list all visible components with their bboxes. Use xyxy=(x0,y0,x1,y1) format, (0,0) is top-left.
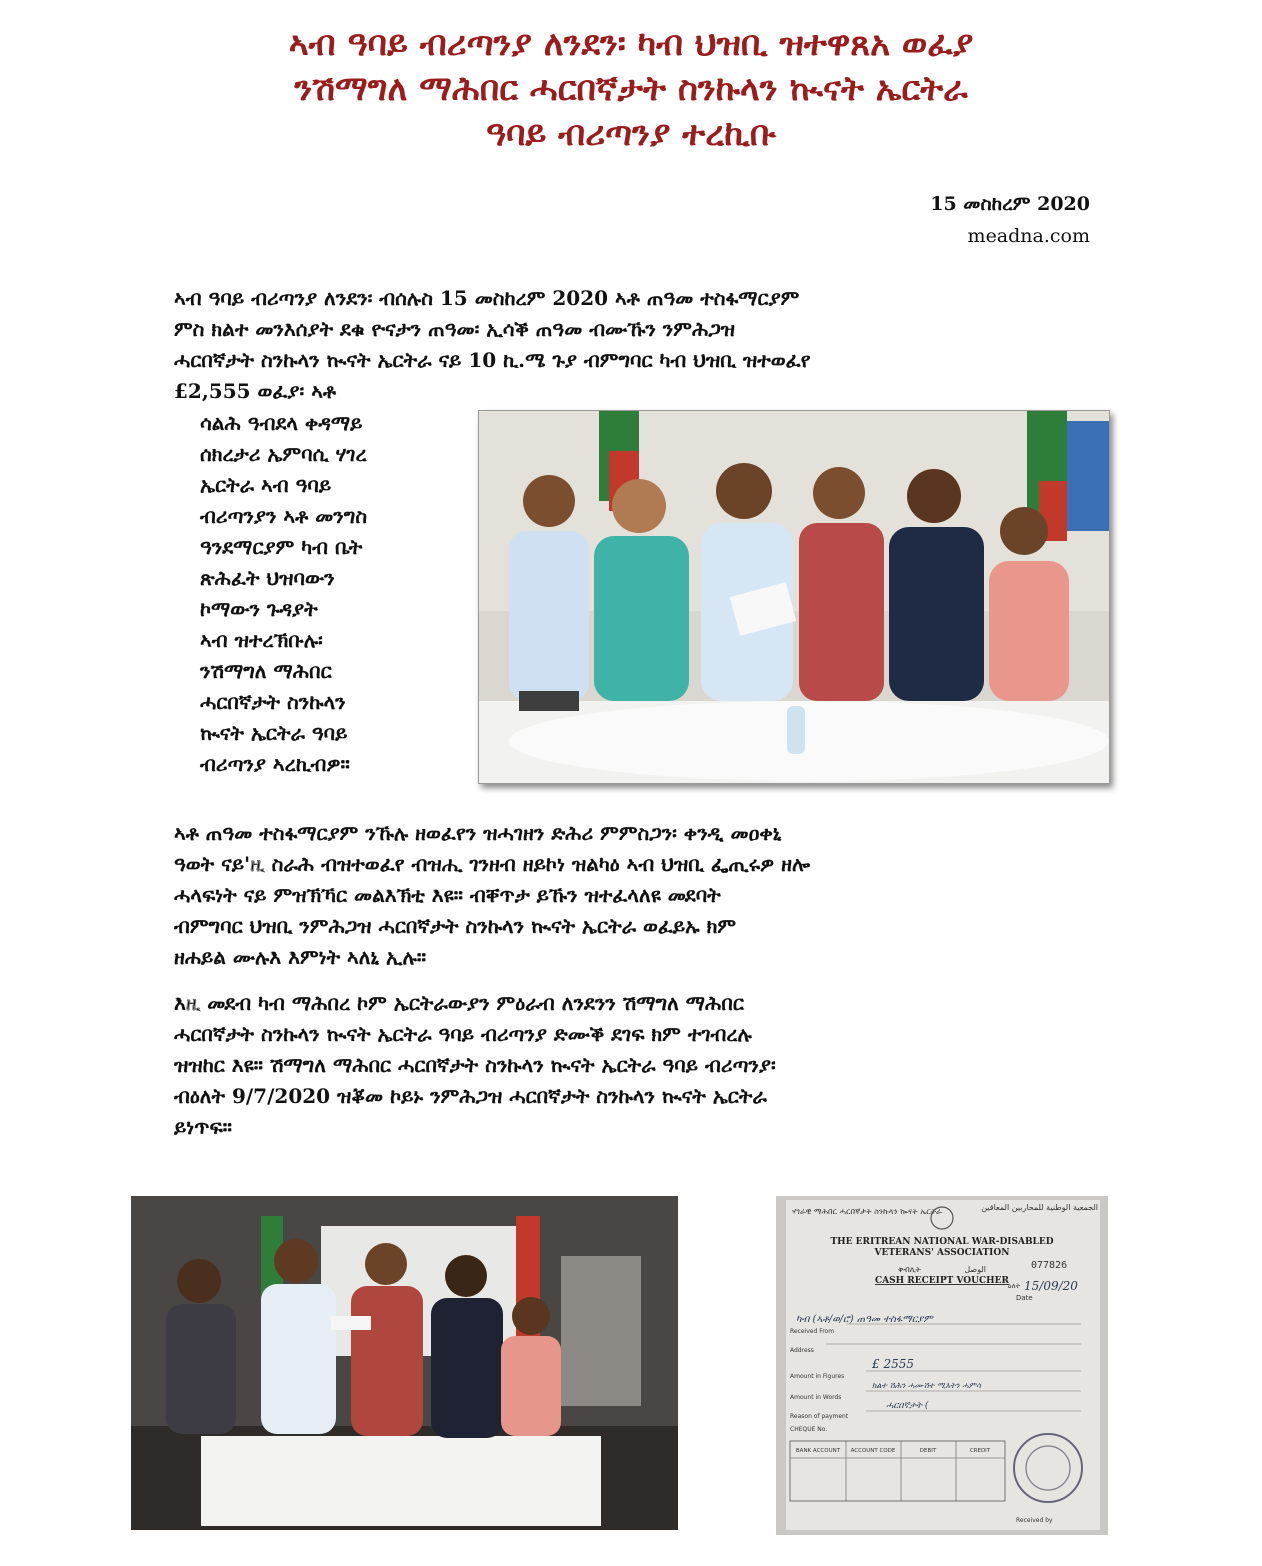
paragraph-line: ሓላፍነት ናይ ምዝኽኻር መልእኽቲ እዩ። ብቐጥታ ይኹን ዝተፈላለዩ መደባት xyxy=(174,883,721,907)
article-source: meadna.com xyxy=(967,225,1090,247)
receipt-amount-words-value: ክልተ ሽሕን ሓሙሽተ ሚእትን ሓምሳ xyxy=(872,1381,981,1390)
paragraph-line: ኣቶ ጠዓመ ተስፋማርያም ንኹሉ ዘወፈየን ዝሓገዘን ድሕሪ ምምስጋን፡ ቀንዲ መዐቀኒ xyxy=(174,821,782,845)
receipt-amount-figures-value: £ 2555 xyxy=(872,1357,914,1371)
paragraph-line: ብሪጣንያ ኣረኪብዎ። xyxy=(200,752,350,776)
dateline xyxy=(930,188,1090,252)
paragraph-line: ብዕለት 9/7/2020 ዝቖመ ኮይኑ ንምሕጋዝ ሓርበኛታት ስንኩላን ኲናት ኤርትራ xyxy=(174,1084,767,1108)
paragraph-line: ኤርትራ ኣብ ዓባይ xyxy=(200,473,332,497)
paragraph-line: ሰክረታሪ ኤምባሲ ሃገረ xyxy=(200,442,367,466)
receipt-reason-label: Reason of payment xyxy=(790,1413,849,1420)
paragraph-1 xyxy=(174,283,1094,407)
title-line-3: ዓባይ ብሪጣንያ ተረኪቡ xyxy=(486,114,776,154)
paragraph-line: ዘሐይል ሙሉእ እምነት ኣለኒ ኢሉ። xyxy=(174,945,427,969)
paragraph-line: ብሪጣንያን ኣቶ መንግስ xyxy=(200,504,368,528)
receipt-reason-value: ሓርበኛታት ( xyxy=(886,1401,929,1411)
receipt-date-label: ዕለት xyxy=(1008,1282,1021,1290)
receipt-received-from-label: Received From xyxy=(790,1328,835,1335)
paragraph-line: ኣብ ዓባይ ብሪጣንያ ለንደን፡ ብሰሉስ 15 መስከረም 2020 ኣቶ ጠዓመ ተስፋማርያም xyxy=(174,286,800,310)
receipt-table-header: BANK ACCOUNT xyxy=(795,1448,841,1454)
receipt-date-value: 15/09/20 xyxy=(1024,1279,1078,1293)
receipt-address-label: Address xyxy=(790,1347,814,1354)
group-photo-second xyxy=(131,1196,678,1530)
title-line-2: ንሽማግለ ማሕበር ሓርበኛታት ስንኩላን ኲናት ኤርትራ xyxy=(294,69,968,109)
paragraph-line: ብምግባር ህዝቢ ንምሕጋዝ ሓርበኛታት ስንኩላን ኲናት ኤርትራ ወፈይኡ ክም xyxy=(174,914,737,938)
receipt-cheque-label: CHEQUE No. xyxy=(790,1426,828,1433)
paragraph-line: ምስ ክልተ መንእሰያት ደቁ ዮናታን ጠዓመ፡ ኢሳቕ ጠዓመ ብሙኹን ንምሕጋዝ xyxy=(174,317,736,341)
receipt-org-english-1: THE ERITREAN NATIONAL WAR-DISABLED xyxy=(830,1237,1054,1247)
paragraph-2 xyxy=(174,818,1094,973)
receipt-voucher-photo xyxy=(776,1196,1108,1535)
receipt-title-tigrinya: ቅብሊት xyxy=(898,1265,921,1274)
paragraph-line: ይነጥፍ። xyxy=(174,1115,233,1139)
receipt-received-from-value: ካብ (ኣቶ/ወ/ሮ) ጠዓመ ተስፋማርያም xyxy=(796,1314,933,1325)
group-photo-handover xyxy=(478,410,1110,784)
paragraph-line: ዓወት ናይ'ዚ ስራሕ ብዝተወፈየ ብዝሒ ገንዘብ ዘይኮነ ዝልካዕ ኣብ ህዝቢ ፌጢሩዎ ዘሎ xyxy=(174,852,811,876)
paragraph-line: ሓርበኛታት ስንኩላን ኲናት ኤርትራ ናይ 10 ኪ.ሜ ጉያ ብምግባር ካብ ህዝቢ ዝተወፈየ xyxy=(174,348,811,372)
receipt-amount-words-label: Amount in Words xyxy=(790,1394,842,1401)
paragraph-line: ሓርበኛታት ስንኩላን xyxy=(200,690,346,714)
paragraph-line: እዚ መደብ ካብ ማሕበረ ኮም ኤርትራውያን ምዕራብ ለንደንን ሽማግለ ማሕበር xyxy=(174,991,744,1015)
receipt-received-by-label: Received by xyxy=(1016,1517,1053,1524)
receipt-title-english: CASH RECEIPT VOUCHER xyxy=(875,1276,1009,1286)
receipt-org-arabic: الجمعية الوطنية للمحاربين المعاقين xyxy=(981,1203,1098,1212)
paragraph-line: ሳልሕ ዓብደላ ቀዳማይ xyxy=(200,411,363,435)
receipt-number: 077826 xyxy=(1031,1260,1068,1271)
receipt-table-header: CREDIT xyxy=(969,1448,991,1454)
paragraph-line: £2,555 ወፈያ፡ ኣቶ xyxy=(174,379,337,403)
receipt-org-english-2: VETERANS' ASSOCIATION xyxy=(874,1248,1010,1258)
receipt-table-header: DEBIT xyxy=(919,1448,937,1454)
paragraph-3 xyxy=(174,988,1094,1143)
paragraph-line: ጽሕፈት ህዝባውን xyxy=(200,566,335,590)
paragraph-line: ኮማውን ጉዳያት xyxy=(200,597,318,621)
paragraph-line: ዓንደማርያም ካብ ቤት xyxy=(200,535,363,559)
paragraph-line: ኣብ ዝተረኽቡሉ፡ xyxy=(200,628,323,652)
paragraph-line: ዝዝከር እዩ። ሽማግለ ማሕበር ሓርበኛታት ስንኩላን ኲናት ኤርትራ ዓባይ ብሪጣንያ፡ xyxy=(174,1053,776,1077)
paragraph-line: ንሽማግለ ማሕበር xyxy=(200,659,332,683)
article-title xyxy=(120,22,1142,157)
article-date: 15 መስከረም 2020 xyxy=(930,193,1090,215)
receipt-table-header: ACCOUNT CODE xyxy=(850,1448,896,1454)
paragraph-1-wrapped xyxy=(200,408,470,780)
receipt-amount-figures-label: Amount in Figures xyxy=(790,1373,845,1380)
paragraph-line: ኲናት ኤርትራ ዓባይ xyxy=(200,721,348,745)
paragraph-line: ሓርበኛታት ስንኩላን ኲናት ኤርትራ ዓባይ ብሪጣንያ ድሙቕ ደገፍ ክም ተገብረሉ xyxy=(174,1022,752,1046)
receipt-org-tigrinya: ሃገራዊ ማሕበር ሓርበኛታት ስንኩላን ኲናት ኤርትራ xyxy=(792,1207,942,1216)
receipt-title-arabic: الوصل xyxy=(964,1265,986,1274)
title-line-1: ኣብ ዓባይ ብሪጣንያ ለንደን፡ ካብ ህዝቢ ዝተዋጸአ ወፈያ xyxy=(288,24,974,64)
receipt-date-english: Date xyxy=(1016,1294,1033,1302)
